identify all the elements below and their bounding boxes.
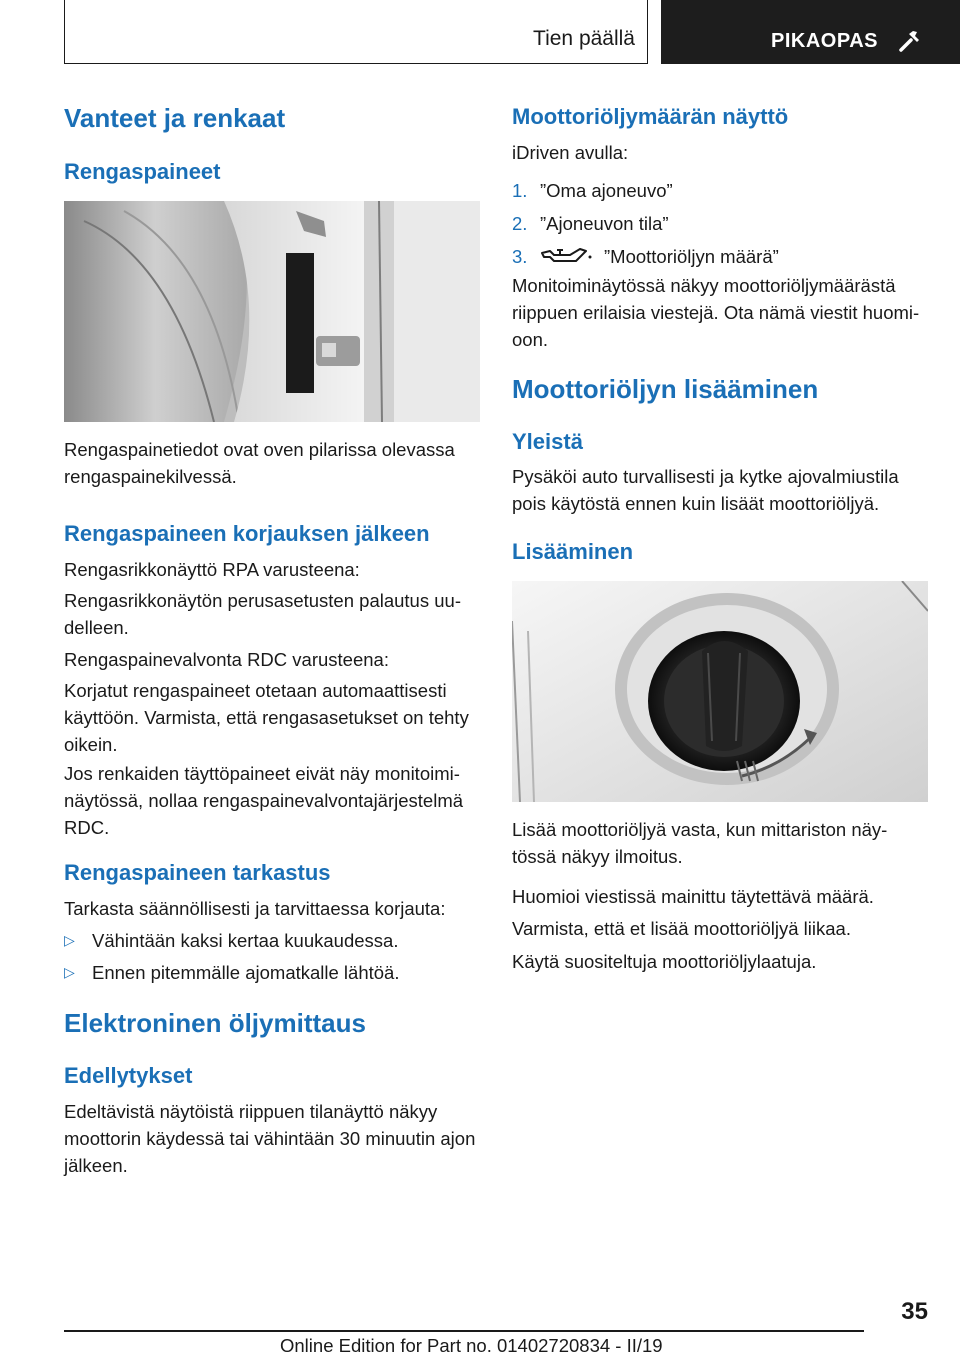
step-item <box>512 243 928 270</box>
footer-divider <box>64 1330 864 1332</box>
door-pillar-photo <box>64 201 480 422</box>
step-item <box>512 177 928 204</box>
oil-filler-cap-photo <box>512 581 928 802</box>
check-intro: Tarkasta säännöllisesti ja tarvittaessa korjauta: <box>64 898 446 919</box>
quick-guide-label: PIKAOPAS <box>771 30 878 52</box>
heading-requirements: Edellytykset <box>64 1063 193 1088</box>
rdc-auto-text: Korjatut rengaspaineet otetaan automaattisesti käyttöön. Varmista, että rengasasetukset on tehty oikein. <box>64 680 469 755</box>
no-overfill-text: Varmista, että et lisää moottoriöljyä liikaa. <box>512 918 851 939</box>
step-number: 1. <box>512 180 528 201</box>
requirements-text: Edeltävistä näytöistä riippuen tilanäyttö näkyy moottorin käydessä tai vähintään 30 minuutin ajon jälkeen. <box>64 1101 476 1176</box>
step-text: ”Oma ajoneuvo” <box>540 180 673 201</box>
rdc-equipment: Rengaspainevalvonta RDC varusteena: <box>64 649 389 670</box>
triangle-bullet-icon: ▷ <box>64 964 75 980</box>
heading-tyre-pressures: Rengaspaineet <box>64 159 221 184</box>
triangle-bullet-icon: ▷ <box>64 932 75 948</box>
heading-adding: Lisääminen <box>512 539 634 564</box>
heading-add-oil: Moottoriöljyn lisääminen <box>512 374 819 404</box>
header-section-box <box>64 0 648 64</box>
quick-guide-tab[interactable] <box>661 0 960 64</box>
bullet-text: Vähintään kaksi kertaa kuukaudessa. <box>92 930 399 951</box>
heading-oil-display: Moottoriöljymäärän näyttö <box>512 104 789 129</box>
heading-after-repair: Rengaspaineen korjauksen jälkeen <box>64 521 430 546</box>
bullet-text: Ennen pitemmälle ajomatkalle lähtöä. <box>92 962 400 983</box>
idrive-intro: iDriven avulla: <box>512 142 629 163</box>
rpa-equipment: Rengasrikkonäyttö RPA varusteena: <box>64 559 360 580</box>
photo1-caption: Rengaspainetiedot ovat oven pilarissa olevassa rengaspainekilvessä. <box>64 439 455 487</box>
heading-pressure-check: Rengaspaineen tarkastus <box>64 860 331 885</box>
oil-can-icon <box>540 245 592 265</box>
general-text: Pysäköi auto turvallisesti ja kytke ajovalmiustila pois käytöstä ennen kuin lisäät moottoriöljyä. <box>512 466 899 514</box>
edition-text: Online Edition for Part no. 01402720834 - II/19 <box>280 1335 663 1356</box>
heading-wheels-tyres: Vanteet ja renkaat <box>64 103 286 133</box>
step-number: 2. <box>512 213 528 234</box>
rdc-reset-text: Jos renkaiden täyttöpaineet eivät näy monitoimi-näytössä, nollaa rengaspainevalvontajärjestelmä RDC. <box>64 763 464 838</box>
heading-electronic-oil: Elektroninen öljymittaus <box>64 1008 366 1038</box>
quantity-text: Huomioi viestissä mainittu täytettävä määrä. <box>512 886 874 907</box>
step-text: ”Ajoneuvon tila” <box>540 213 669 234</box>
add-when-text: Lisää moottoriöljyä vasta, kun mittariston näy-tössä näkyy ilmoitus. <box>512 819 888 867</box>
recommended-oil-text: Käytä suositeltuja moottoriöljylaatuja. <box>512 951 817 972</box>
bullet-item <box>64 959 480 986</box>
step-number: 3. <box>512 246 528 267</box>
rpa-reset-text: Rengasrikkonäytön perusasetusten palautus uu-delleen. <box>64 590 461 638</box>
bullet-item <box>64 927 480 954</box>
wrench-icon <box>897 28 923 54</box>
page-number: 35 <box>901 1298 928 1325</box>
section-title: Tien päällä <box>533 27 635 50</box>
messages-text: Monitoiminäytössä näkyy moottoriöljymäärästä riippuen erilaisia viestejä. Ota nämä viestit huomi-oon. <box>512 275 920 350</box>
heading-general: Yleistä <box>512 429 583 454</box>
step-item <box>512 210 928 237</box>
step-text: ”Moottoriöljyn määrä” <box>604 246 779 267</box>
